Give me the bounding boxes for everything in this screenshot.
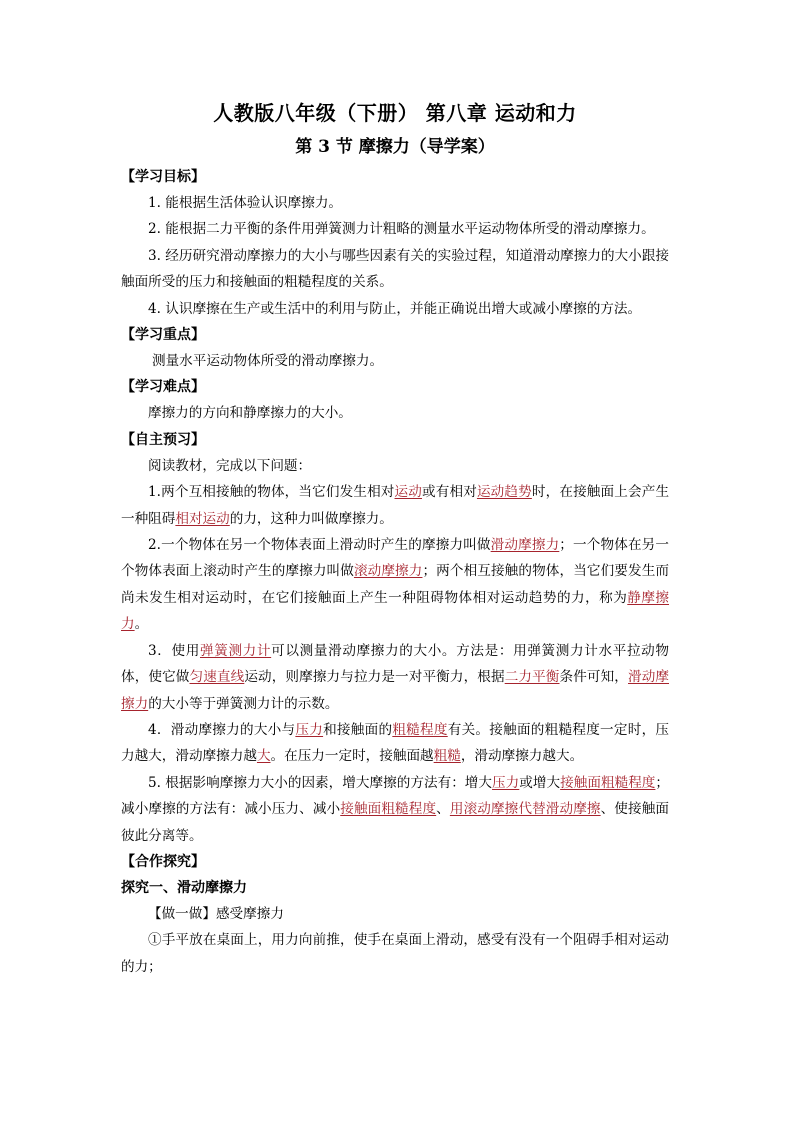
preview-question-2 xyxy=(121,532,669,638)
difficulty-text: 摩擦力的方向和静摩擦力的大小。 xyxy=(148,405,352,422)
q2-text-4: 。 xyxy=(134,616,149,633)
q4-text-4: 。在压力一定时，接触面越 xyxy=(270,748,434,765)
q4-answer-1: 压力 xyxy=(295,721,324,738)
q5-answer-1: 压力 xyxy=(492,774,520,791)
q2-text-2: ；一个物体在另一个物体表面上滚动时产生的摩擦力叫做 xyxy=(121,537,670,580)
preview-question-3 xyxy=(121,638,669,717)
q1-text-2: 或有相对 xyxy=(422,484,477,501)
q4-answer-4: 粗糙 xyxy=(433,748,461,765)
preview-question-4 xyxy=(121,717,669,770)
q4-answer-2: 粗糙程度 xyxy=(392,721,448,738)
q1-text-3: 时，在接触面上会产生一种阻碍 xyxy=(121,484,670,527)
q2-answer-3: 静摩擦力 xyxy=(121,589,670,633)
section-heading-goals: 【学习目标】 xyxy=(121,169,205,185)
q3-answer-1: 弹簧测力计 xyxy=(199,642,272,659)
key-point-text: 测量水平运动物体所受的滑动摩擦力。 xyxy=(152,353,384,370)
q1-text-1: 1.两个互相接触的物体，当它们发生相对 xyxy=(148,484,395,501)
q3-text-3: 运动，则摩擦力与拉力是一对平衡力，根据 xyxy=(244,669,505,686)
document-title: 人教版八年级（下册） 第八章 运动和力 xyxy=(213,101,577,125)
q3-text-4: 条件可知， xyxy=(559,669,629,686)
goal-item-4: 4. 认识摩擦在生产或生活中的利用与防止，并能正确说出增大或减小摩擦的方法。 xyxy=(148,300,642,317)
q4-text-2: 和接触面的 xyxy=(323,721,393,738)
q1-text-4: 的力，这种力叫做摩擦力。 xyxy=(229,510,393,527)
q5-text-5: 、使接触面彼此分离等。 xyxy=(121,801,670,844)
doit-line xyxy=(121,901,669,927)
q1-answer-2: 运动趋势 xyxy=(476,484,532,501)
preview-intro: 阅读教材，完成以下问题： xyxy=(148,457,312,474)
q2-text-3: ；两个相互接触的物体，当它们要发生而尚未发生相对运动时，在它们接触面上产生一种阻碍物体相对运动趋势的力，称为 xyxy=(121,563,670,606)
q5-answer-3: 接触面粗糙程度 xyxy=(340,801,437,818)
goal-item-1: 1. 能根据生活体验认识摩擦力。 xyxy=(148,195,343,211)
q3-text-1: 3．使用 xyxy=(148,642,200,659)
explore-step-1: ①手平放在桌面上，用力向前推，使手在桌面上滑动，感受有没有一个阻碍手相对运动的力； xyxy=(121,932,669,975)
section-heading-key: 【学习重点】 xyxy=(121,327,205,344)
goal-item-2: 2. 能根据二力平衡的条件用弹簧测力计粗略的测量水平运动物体所受的滑动摩擦力。 xyxy=(148,221,655,238)
q3-answer-3: 二力平衡 xyxy=(504,669,560,686)
q5-text-4: 、 xyxy=(436,801,450,818)
q3-text-5: 的大小等于弹簧测力计的示数。 xyxy=(148,695,339,712)
q2-answer-1: 滑动摩擦力 xyxy=(490,537,560,554)
q5-answer-2: 接触面粗糙程度 xyxy=(560,774,656,791)
q5-text-2: 或增大 xyxy=(519,774,561,791)
q3-text-2: 可以测量滑动摩擦力的大小。方法是：用弹簧测力计水平拉动物体，使它做 xyxy=(121,642,670,686)
q1-answer-3: 相对运动 xyxy=(175,510,230,527)
q4-text-3: 有关。接触面的粗糙程度一定时，压力越大，滑动摩擦力越 xyxy=(121,721,670,765)
q5-text-3: ；减小摩擦的方法有：减小压力、减小 xyxy=(121,774,670,818)
q4-text-5: ，滑动摩擦力越大。 xyxy=(460,748,584,765)
q4-text-1: 4．滑动摩擦力的大小与 xyxy=(148,721,296,738)
doit-label: 【做一做】 xyxy=(148,905,216,922)
doit-title: 感受摩擦力 xyxy=(215,905,284,922)
q1-answer-1: 运动 xyxy=(394,484,422,501)
goal-item-3: 3. 经历研究滑动摩擦力的大小与哪些因素有关的实验过程，知道滑动摩擦力的大小跟接触面所受的压力和接触面的粗糙程度的关系。 xyxy=(121,247,669,291)
q3-answer-4: 滑动摩擦力 xyxy=(121,669,670,712)
preview-question-5 xyxy=(121,770,669,849)
preview-question-1 xyxy=(121,479,669,532)
explore-subheading: 探究一、滑动摩擦力 xyxy=(121,879,247,896)
document-subtitle: 第 3 节 摩擦力（导学案） xyxy=(295,137,495,157)
section-heading-difficulty: 【学习难点】 xyxy=(121,379,205,396)
q5-answer-4: 用滚动摩擦代替滑动摩擦 xyxy=(449,801,601,818)
q2-answer-2: 滚动摩擦力 xyxy=(353,563,423,580)
document-body xyxy=(121,98,669,980)
q2-text-1: 2.一个物体在另一个物体表面上滑动时产生的摩擦力叫做 xyxy=(148,537,491,554)
section-heading-preview: 【自主预习】 xyxy=(121,431,205,448)
q3-answer-2: 匀速直线 xyxy=(189,669,245,686)
section-heading-explore: 【合作探究】 xyxy=(121,853,205,870)
q4-answer-3: 大 xyxy=(256,748,271,765)
q5-text-1: 5. 根据影响摩擦力大小的因素，增大摩擦的方法有：增大 xyxy=(148,774,493,791)
